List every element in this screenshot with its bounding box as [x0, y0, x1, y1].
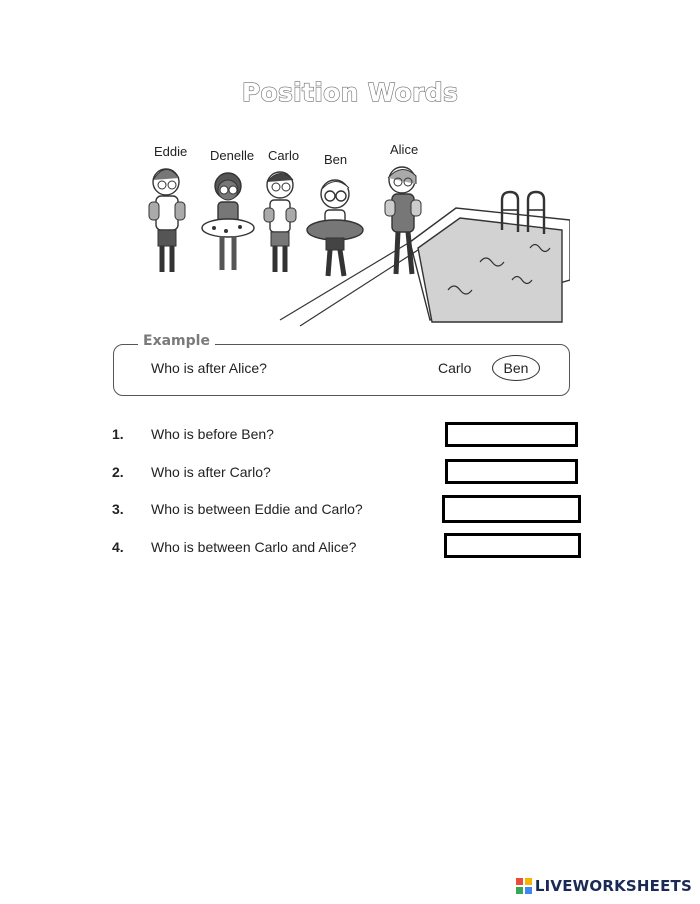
- brand-text: LIVEWORKSHEETS: [534, 877, 692, 895]
- question-number: 4.: [112, 539, 124, 555]
- question-number: 2.: [112, 464, 124, 480]
- child-eddie-figure: [149, 169, 185, 272]
- page-title: Position Words: [241, 78, 459, 107]
- question-text: Who is before Ben?: [151, 426, 274, 442]
- label-alice: Alice: [390, 142, 419, 157]
- example-question: Who is after Alice?: [151, 360, 267, 376]
- question-number: 1.: [112, 426, 124, 442]
- liveworksheets-footer: [516, 877, 692, 895]
- question-text: Who is between Eddie and Carlo?: [151, 501, 363, 517]
- answer-input-2[interactable]: [445, 459, 578, 484]
- question-text: Who is after Carlo?: [151, 464, 271, 480]
- example-option-ben-circled: Ben: [492, 355, 540, 381]
- answer-input-1[interactable]: [445, 422, 578, 447]
- question-number: 3.: [112, 501, 124, 517]
- answer-input-3[interactable]: [442, 495, 581, 523]
- child-ben-figure: [307, 180, 363, 276]
- answer-input-4[interactable]: [444, 533, 581, 558]
- pool-scene-illustration: [130, 130, 570, 330]
- label-ben: Ben: [324, 152, 348, 167]
- example-label: Example: [138, 333, 215, 349]
- child-carlo-figure: [264, 172, 296, 272]
- label-carlo: Carlo: [268, 148, 300, 163]
- label-denelle: Denelle: [210, 148, 255, 163]
- example-option-carlo: Carlo: [438, 360, 472, 376]
- pool-icon: [280, 192, 570, 326]
- children-and-pool-drawing: [130, 130, 570, 330]
- liveworksheets-logo-icon: [516, 878, 532, 894]
- child-denelle-figure: [202, 173, 254, 270]
- question-text: Who is between Carlo and Alice?: [151, 539, 357, 555]
- label-eddie: Eddie: [154, 144, 188, 159]
